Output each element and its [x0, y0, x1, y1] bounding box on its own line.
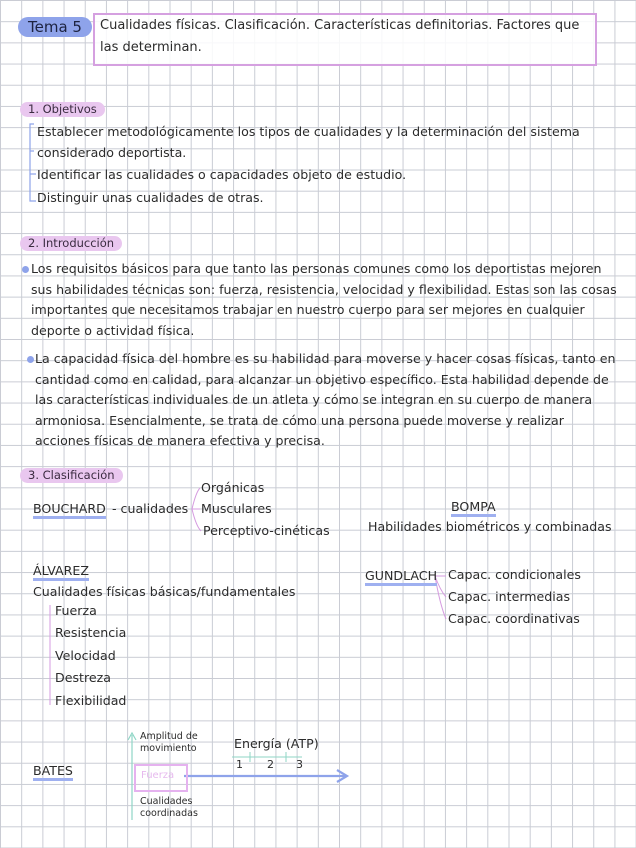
bates-energy-label: Energía (ATP) [234, 736, 319, 751]
bullet-dot [27, 356, 34, 363]
author-bompa: BOMPA [451, 497, 496, 517]
alvarez-item: Flexibilidad [55, 693, 127, 708]
alvarez-item: Destreza [55, 670, 111, 685]
alvarez-item: Fuerza [55, 603, 97, 618]
bouchard-type: Musculares [201, 501, 272, 516]
author-bates: BATES [33, 761, 73, 781]
intro-paragraph: Los requisitos básicos para que tanto las personas comunes como los deportistas mejoren sus habilidades técnicas son: fuerza, resistencia, velocidad y flexibilidad. Estas son las cosas importantes que necesitamos trabajar en nuestro cuerpo para ser mejores en cualquier deporte o actividad física. [31, 261, 617, 338]
page-title: Cualidades físicas. Clasificación. Características definitorias. Factores que las determinan. [100, 18, 580, 55]
bates-tick: 3 [296, 758, 303, 771]
section-heading-introduccion: 2. Introducción [20, 236, 122, 251]
objective-item: Distinguir unas cualidades de otras. [37, 190, 264, 205]
section-heading-objetivos: 1. Objetivos [20, 102, 105, 117]
objective-item: Establecer metodológicamente los tipos de cualidades y la determinación del sistema considerado deportista. [37, 124, 580, 160]
bompa-description: Habilidades biométricos y combinadas [368, 519, 612, 534]
author-alvarez: ÁLVAREZ [33, 561, 89, 581]
gundlach-item: Capac. condicionales [448, 567, 581, 582]
bouchard-type: Perceptivo-cinéticas [203, 523, 330, 538]
intro-paragraph: La capacidad física del hombre es su habilidad para moverse y hacer cosas físicas, tanto en cantidad como en calidad, para alcanzar un objetivo específico. Esta habilidad depende de las características individuales de un atleta y cómo se integran en su cuerpo de manera armoniosa. Esencialmente, se trata de cómo una persona puede moverse y realizar acciones físicas de manera efectiva y precisa. [35, 351, 616, 448]
bouchard-type: Orgánicas [201, 480, 265, 495]
gundlach-item: Capac. intermedias [448, 589, 571, 604]
bouchard-connector: - cualidades [112, 501, 189, 516]
bullet-dot [22, 266, 29, 273]
alvarez-subtitle: Cualidades físicas básicas/fundamentales [33, 584, 296, 599]
section-heading-clasificacion: 3. Clasificación [20, 468, 123, 483]
author-gundlach: GUNDLACH [365, 566, 437, 586]
alvarez-item: Velocidad [55, 648, 116, 663]
alvarez-item: Resistencia [55, 625, 127, 640]
bates-tick: 2 [267, 758, 274, 771]
bates-bottom-label: Cualidades coordinadas [140, 796, 198, 819]
bates-center-label: Fuerza [141, 770, 175, 781]
bates-top-label: Amplitud de movimiento [140, 731, 198, 754]
author-bouchard: BOUCHARD [33, 499, 106, 519]
bates-tick: 1 [236, 758, 243, 771]
topic-tag: Tema 5 [18, 17, 92, 37]
objective-item: Identificar las cualidades o capacidades objeto de estudio. [37, 167, 407, 182]
gundlach-item: Capac. coordinativas [448, 611, 580, 626]
